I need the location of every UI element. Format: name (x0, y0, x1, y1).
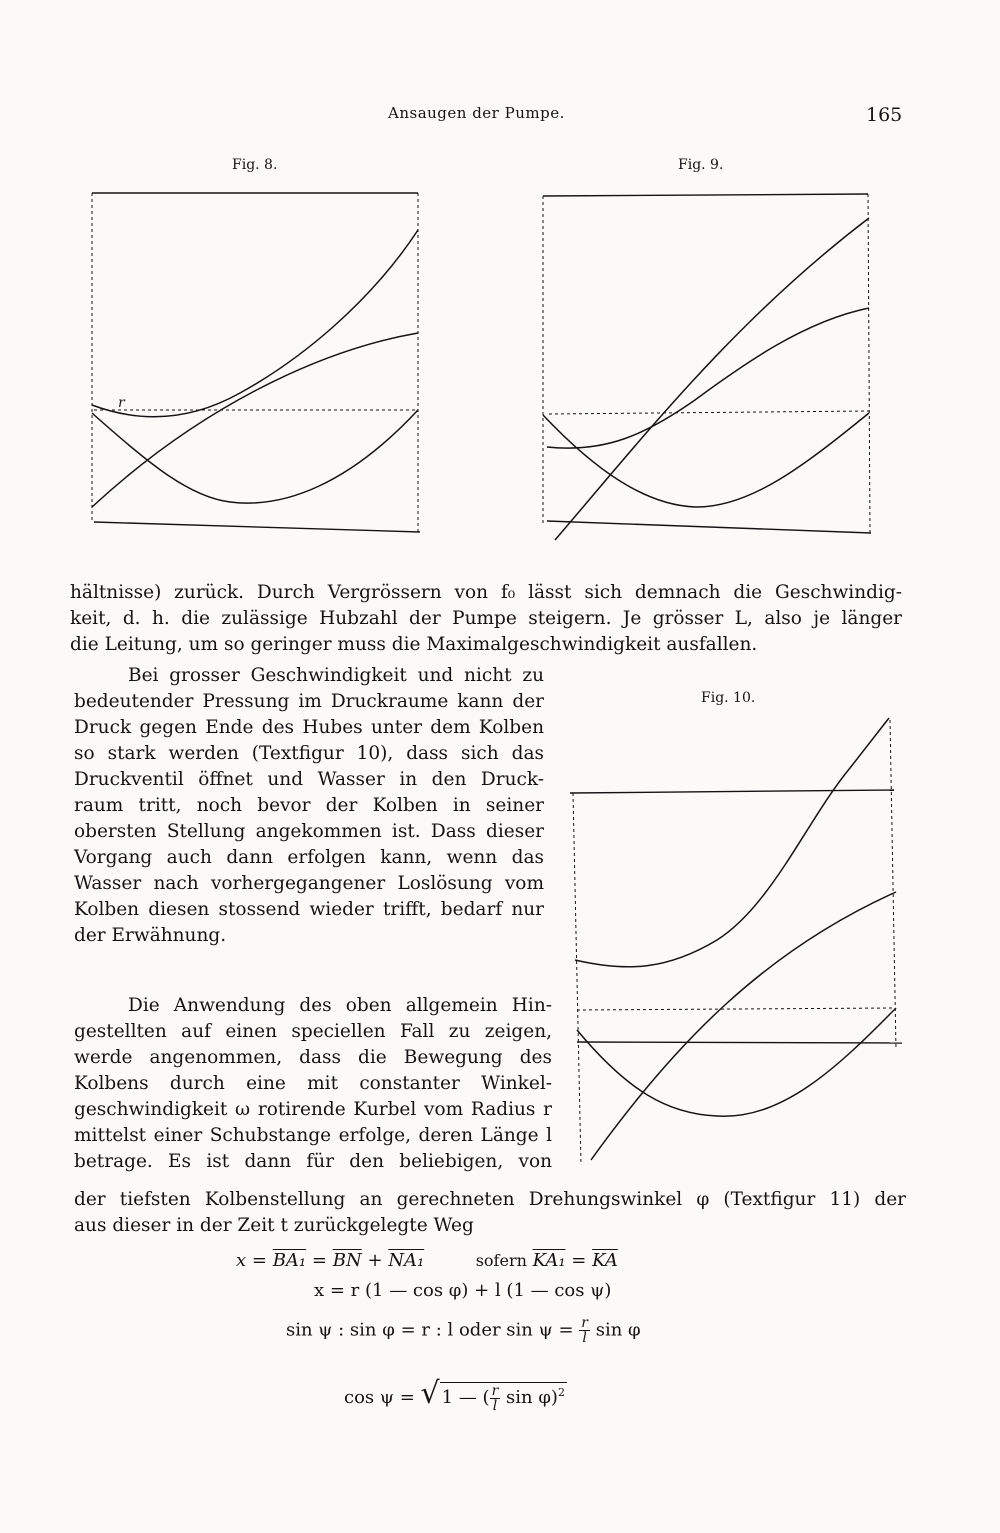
text-line: geschwindigkeit ω rotirende Kurbel vom Radius r (74, 1099, 552, 1120)
fig10-curve-high (575, 718, 889, 967)
formula-3 (286, 1316, 641, 1345)
fig10-diagram (567, 710, 902, 1165)
fig10-curve-trough (577, 1008, 896, 1116)
text-line: obersten Stellung angekommen ist. Dass dieser (74, 821, 544, 842)
formula-4 (344, 1376, 567, 1413)
fig9-diagram (535, 185, 880, 560)
paragraph-4 (74, 1187, 906, 1239)
text-line: keit, d. h. die zulässige Hubzahl der Pumpe steigern. Je grösser L, also je länger (70, 608, 902, 629)
fig9-curve-upper (547, 308, 869, 448)
fig9-curve-trough (543, 413, 869, 507)
sqrt-radicand (440, 1382, 567, 1414)
text-line: Wasser nach vorhergegangener Loslösung vom (74, 873, 544, 894)
formula-3-right: sin φ (595, 1319, 641, 1341)
text-line: raum tritt, noch bevor der Kolben in seiner (74, 795, 544, 816)
fig10-curve-steep (591, 892, 896, 1160)
text-line: der tiefsten Kolbenstellung an gerechneten Drehungswinkel φ (Textfigur 11) der (74, 1189, 906, 1210)
fraction-denominator: l (582, 1330, 587, 1346)
fig9-curve-steep (555, 218, 869, 540)
fig8-baseline (94, 522, 420, 532)
fraction-denominator: l (492, 1397, 498, 1414)
text-line: so stark werden (Textfigur 10), dass sich das (74, 743, 544, 764)
fig8-curve-straight (92, 333, 418, 507)
fig8-caption: Fig. 8. (232, 157, 278, 173)
paragraph-1 (70, 580, 902, 658)
formula-1-ba1: BA₁ (272, 1250, 307, 1271)
text-line: Bei grosser Geschwindigkeit und nicht zu (128, 665, 544, 686)
fig8-curve-trough (92, 410, 418, 503)
text-line: Die Anwendung des oben allgemein Hin- (128, 995, 552, 1016)
fig8-curve-rising (92, 230, 418, 417)
text-line: Kolben diesen stossend wieder trifft, bedarf nur (74, 899, 544, 920)
fraction-r-over-l-2 (490, 1384, 501, 1413)
fig10-caption: Fig. 10. (701, 690, 756, 706)
fig9-caption: Fig. 9. (678, 157, 724, 173)
formula-4-exponent: 2 (557, 1386, 565, 1399)
text-line: betrage. Es ist dann für den beliebigen, von (74, 1151, 552, 1172)
text-line: bedeutender Pressung im Druckraume kann der (74, 691, 544, 712)
text-line: der Erwähnung. (74, 925, 227, 946)
fig8-diagram (80, 185, 430, 545)
text-line: hältnisse) zurück. Durch Vergrössern von f₀ lässt sich demnach die Geschwindig- (70, 582, 902, 603)
paragraph-2 (74, 663, 544, 949)
text-line: gestellten auf einen speciellen Fall zu zeigen, (74, 1021, 552, 1042)
formula-1-eq2: = (571, 1250, 587, 1271)
formula-1-x: x = (236, 1250, 267, 1271)
formula-1 (236, 1250, 618, 1271)
fig10-left-ordinate (573, 793, 581, 1165)
formula-1-eq: = (311, 1250, 327, 1271)
fig10-top-line (570, 790, 894, 793)
formula-1-plus: + (367, 1250, 383, 1271)
fig10-baseline (577, 1042, 902, 1043)
formula-1-ka1: KA₁ (532, 1250, 566, 1271)
fig9-top-line (543, 194, 868, 196)
formula-1-sofern: sofern (475, 1251, 527, 1270)
text-line: werde angenommen, dass die Bewegung des (74, 1047, 552, 1068)
paragraph-3 (74, 993, 552, 1175)
text-line: Druck gegen Ende des Hubes unter dem Kolben (74, 717, 544, 738)
fig9-right-ordinate (868, 194, 870, 533)
formula-1-ka: $\overline{KA}$ (592, 1250, 618, 1271)
fraction-numerator: r (581, 1315, 588, 1331)
text-line: Druckventil öffnet und Wasser in den Druck- (74, 769, 544, 790)
fig10-right-ordinate (890, 720, 896, 1050)
formula-2: x = r (1 — cos φ) + l (1 — cos ψ) (314, 1280, 612, 1301)
formula-4-left: cos ψ = (344, 1387, 415, 1408)
formula-4-right: sin φ) (506, 1387, 558, 1408)
page-number: 165 (866, 104, 903, 126)
text-line: die Leitung, um so geringer muss die Maximalgeschwindigkeit ausfallen. (70, 634, 758, 655)
fig9-reference-line (549, 411, 869, 414)
fig9-baseline (547, 521, 871, 533)
running-header-title: Ansaugen der Pumpe. (388, 104, 565, 122)
fraction-r-over-l (579, 1316, 590, 1345)
text-line: Kolbens durch eine mit constanter Winkel- (74, 1073, 552, 1094)
formula-3-left: sin ψ : sin φ = r : l oder sin ψ = (286, 1319, 574, 1341)
formula-1-bn: $\overline{BN}$ (332, 1250, 362, 1271)
fraction-numerator: r (491, 1382, 499, 1399)
fig8-label-r: r (118, 395, 125, 411)
text-line: aus dieser in der Zeit t zurückgelegte Weg (74, 1215, 474, 1236)
fig10-reference-line (577, 1008, 894, 1010)
text-line: Vorgang auch dann erfolgen kann, wenn das (74, 847, 544, 868)
formula-4-inner: 1 — ( (441, 1387, 490, 1408)
text-line: mittelst einer Schubstange erfolge, deren Länge l (74, 1125, 552, 1146)
formula-1-na1: NA₁ (388, 1250, 425, 1271)
sqrt-icon: √ (420, 1376, 440, 1411)
